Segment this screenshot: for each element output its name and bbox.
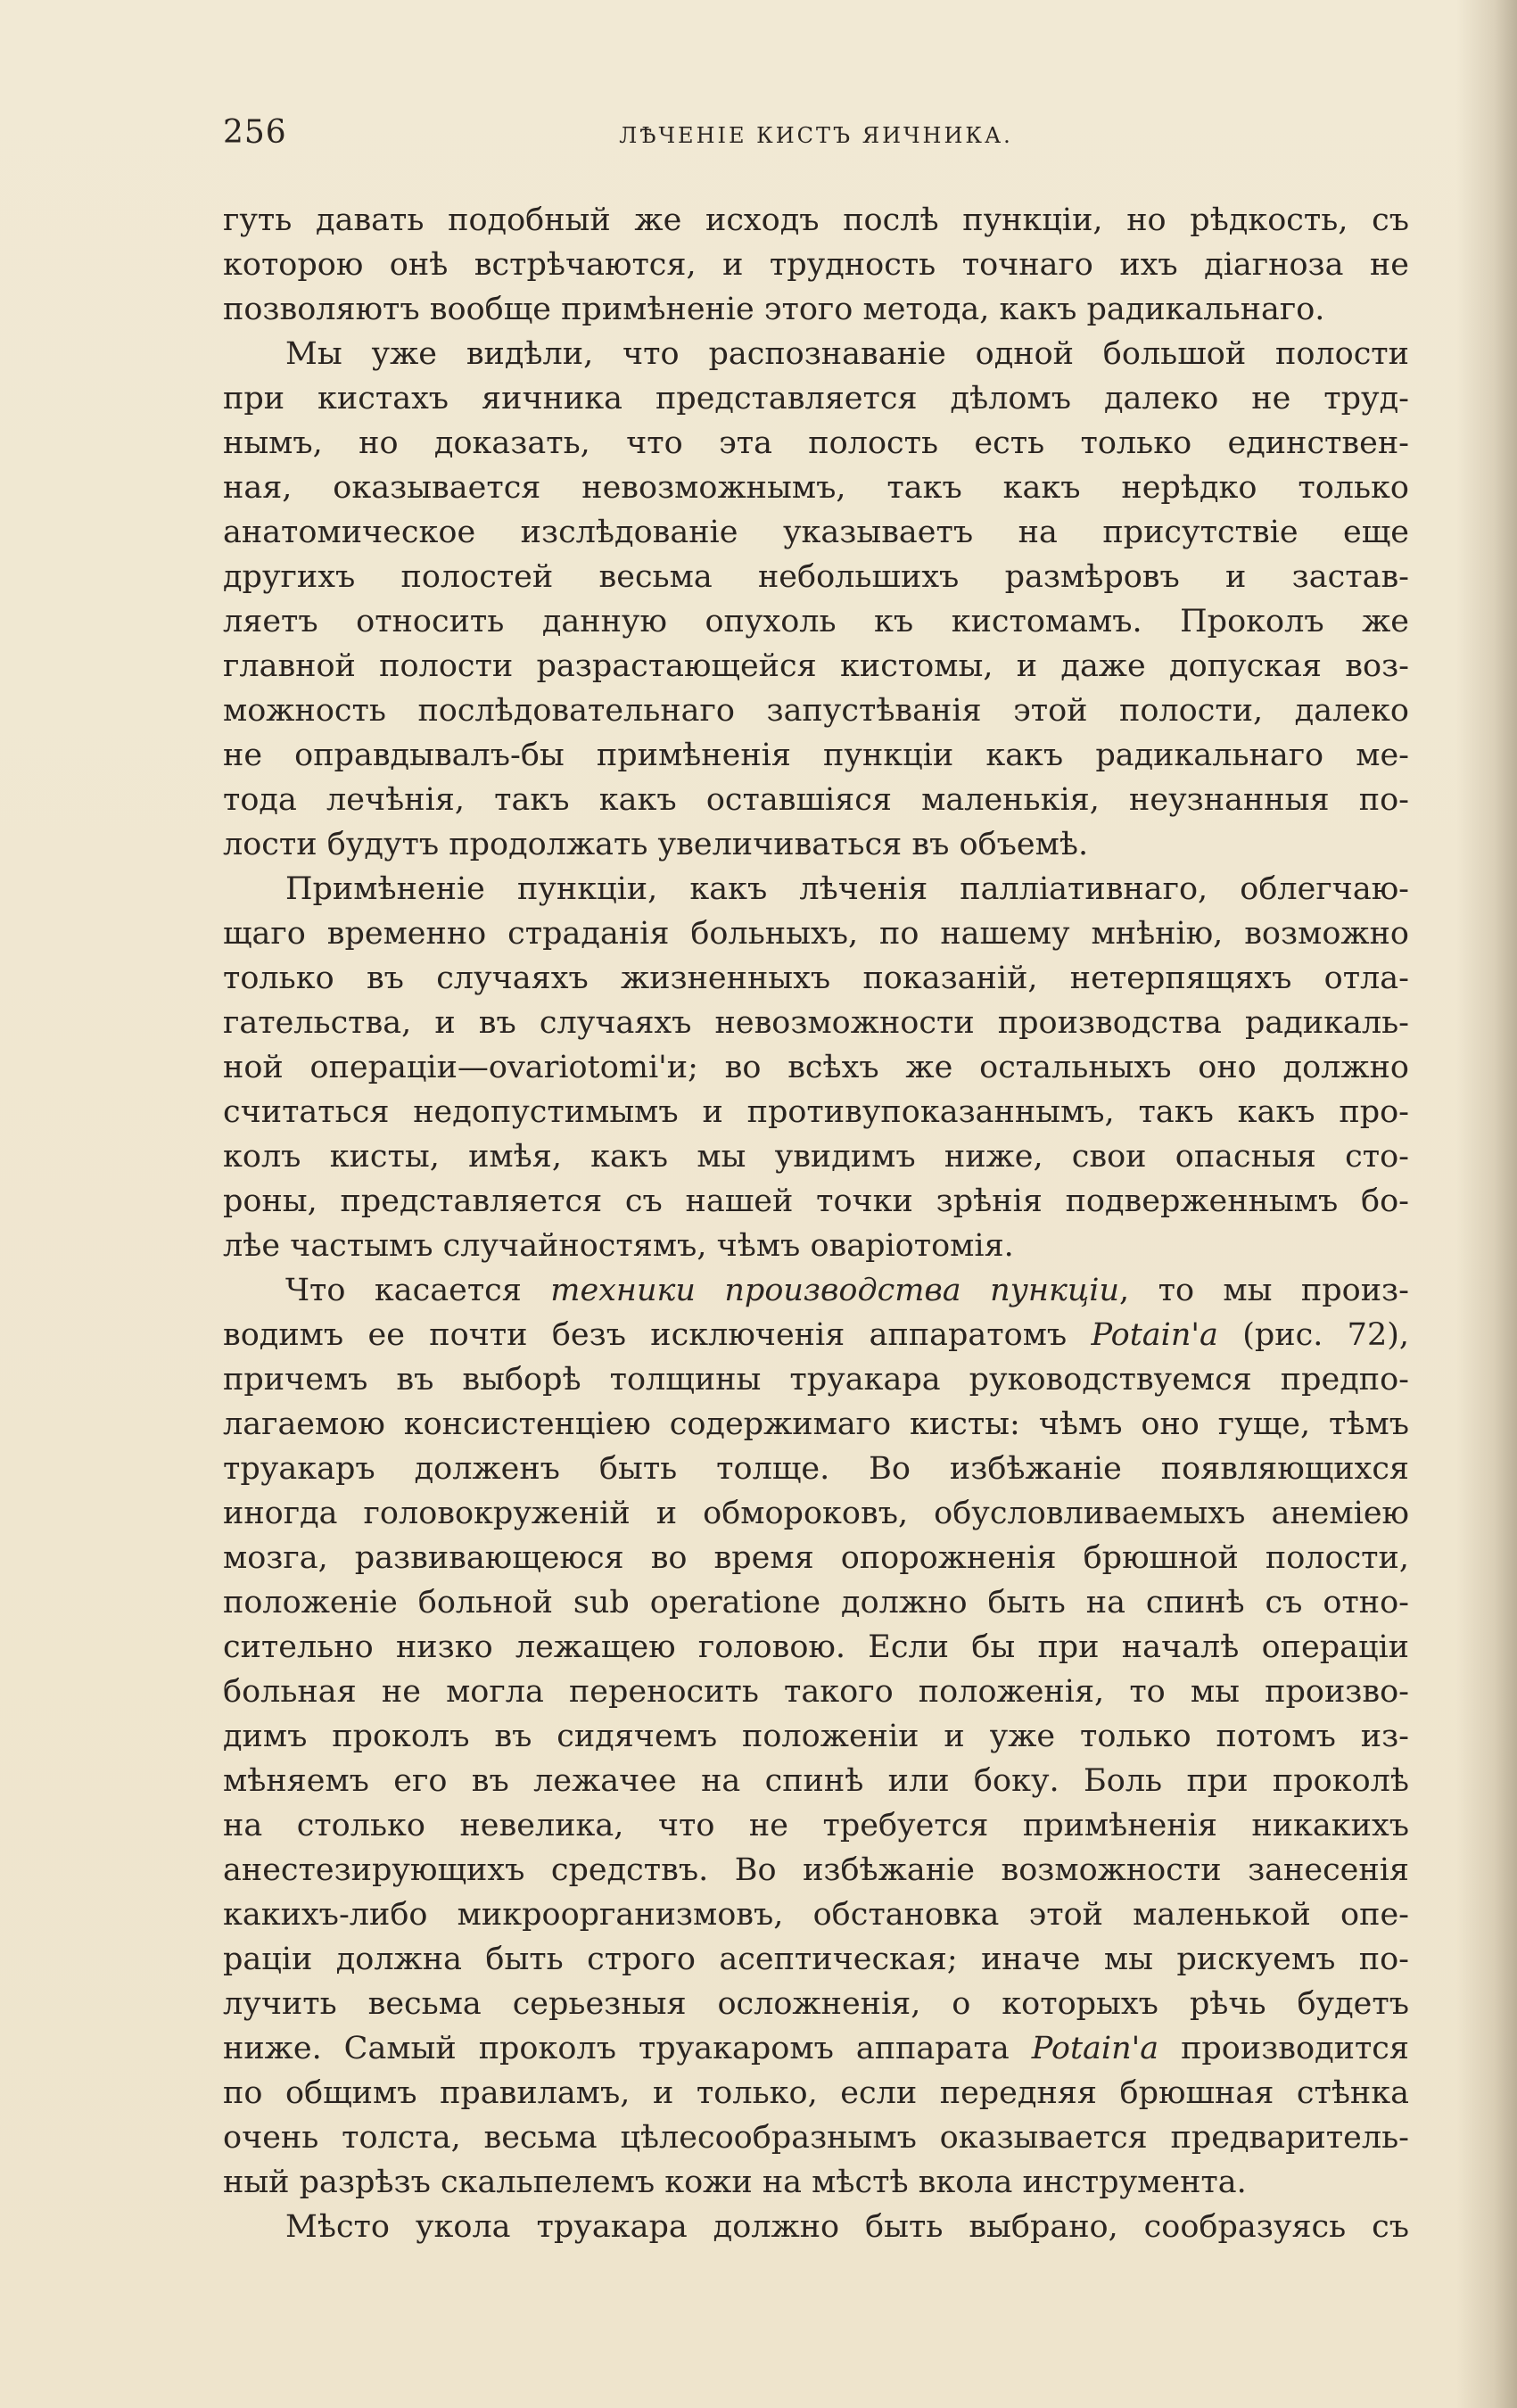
text-line: не оправдывалъ-бы примѣненія пункціи какъ радикальнаго ме- bbox=[223, 738, 1409, 773]
text-line: лагаемою консистенціею содержимаго кисты: чѣмъ оно гуще, тѣмъ bbox=[223, 1406, 1409, 1442]
text-line: Мѣсто укола труакара должно быть выбрано, сообразуясь съ bbox=[285, 2209, 1409, 2245]
text-line: ниже. Самый проколъ труакаромъ аппарата Potain'а производится bbox=[223, 2031, 1409, 2066]
text-line: можность послѣдовательнаго запустѣванія этой полости, далеко bbox=[223, 693, 1409, 729]
text-line: ной операціи—ovariotomi'и; во всѣхъ же остальныхъ оно должно bbox=[223, 1050, 1409, 1085]
text-line: главной полости разрастающейся кистомы, и даже допуская воз- bbox=[223, 648, 1409, 684]
text-line: гуть давать подобный же исходъ послѣ пункціи, но рѣдкость, съ bbox=[223, 202, 1409, 238]
text-line: тода лечѣнія, такъ какъ оставшіяся маленькія, неузнанныя по- bbox=[223, 782, 1409, 818]
text-line: очень толста, весьма цѣлесообразнымъ оказывается предваритель- bbox=[223, 2120, 1409, 2156]
text-line: димъ проколъ въ сидячемъ положеніи и уже только потомъ из- bbox=[223, 1719, 1409, 1754]
page-number: 256 bbox=[223, 114, 287, 151]
text-line: колъ кисты, имѣя, какъ мы увидимъ ниже, свои опасныя сто- bbox=[223, 1139, 1409, 1175]
running-head bbox=[223, 114, 1409, 159]
text-line: мозга, развивающеюся во время опорожненія брюшной полости, bbox=[223, 1540, 1409, 1576]
text-line: мѣняемъ его въ лежачее на спинѣ или боку. Боль при проколѣ bbox=[223, 1763, 1409, 1799]
text-line: ная, оказывается невозможнымъ, такъ какъ нерѣдко только bbox=[223, 470, 1409, 506]
text-line: Что касается техники производства пункціи, то мы произ- bbox=[285, 1273, 1409, 1308]
text-line: больная не могла переносить такого положенія, то мы произво- bbox=[223, 1674, 1409, 1710]
text-line: причемъ въ выборѣ толщины труакара руководствуемся предпо- bbox=[223, 1362, 1409, 1398]
text-line: лости будутъ продолжать увеличиваться въ объемѣ. bbox=[223, 827, 1089, 862]
text-line: иногда головокруженій и обмороковъ, обусловливаемыхъ анеміею bbox=[223, 1496, 1409, 1531]
text-line: лѣе частымъ случайностямъ, чѣмъ оваріотомія. bbox=[223, 1228, 1014, 1264]
text-line: водимъ ее почти безъ исключенія аппаратомъ Potain'а (рис. 72), bbox=[223, 1317, 1409, 1353]
text-line: Примѣненіе пункціи, какъ лѣченія палліативнаго, облегчаю- bbox=[285, 871, 1409, 907]
text-line: положеніе больной sub operatione должно быть на спинѣ съ отно- bbox=[223, 1585, 1409, 1620]
text-line: анатомическое изслѣдованіе указываетъ на присутствіе еще bbox=[223, 515, 1409, 550]
text-line: щаго временно страданія больныхъ, по нашему мнѣнію, возможно bbox=[223, 916, 1409, 952]
body-text bbox=[223, 198, 1409, 2249]
text-line: роны, представляется съ нашей точки зрѣнія подверженнымъ бо- bbox=[223, 1183, 1409, 1219]
text-line: ный разрѣзъ скальпелемъ кожи на мѣстѣ вкола инструмента. bbox=[223, 2165, 1247, 2200]
text-line: при кистахъ яичника представляется дѣломъ далеко не труд- bbox=[223, 381, 1409, 416]
text-line: которою онѣ встрѣчаются, и трудность точнаго ихъ діагноза не bbox=[223, 247, 1409, 283]
text-line: анестезирующихъ средствъ. Во избѣжаніе возможности занесенія bbox=[223, 1852, 1409, 1888]
text-line: другихъ полостей весьма небольшихъ размѣровъ и застав- bbox=[223, 559, 1409, 595]
text-line: труакаръ долженъ быть толще. Во избѣжаніе появляющихся bbox=[223, 1451, 1409, 1487]
text-line: гательства, и въ случаяхъ невозможности производства радикаль- bbox=[223, 1005, 1409, 1041]
running-title: ЛѢЧЕНІЕ КИСТЪ ЯИЧНИКА. bbox=[619, 123, 1013, 148]
text-line: нымъ, но доказать, что эта полость есть только единствен- bbox=[223, 425, 1409, 461]
italic-term: Potain'а bbox=[1031, 2031, 1159, 2066]
italic-term: Potain'а bbox=[1091, 1317, 1218, 1353]
text-line: на столько невелика, что не требуется примѣненія никакихъ bbox=[223, 1808, 1409, 1843]
text-line: ляетъ относить данную опухоль къ кистомамъ. Проколъ же bbox=[223, 604, 1409, 639]
text-line: раціи должна быть строго асептическая; иначе мы рискуемъ по- bbox=[223, 1942, 1409, 1977]
text-line: по общимъ правиламъ, и только, если передняя брюшная стѣнка bbox=[223, 2075, 1409, 2111]
text-line: позволяютъ вообще примѣненіе этого метода, какъ радикальнаго. bbox=[223, 292, 1325, 327]
text-line: считаться недопустимымъ и противупоказаннымъ, такъ какъ про- bbox=[223, 1094, 1409, 1130]
italic-term: техники производства пункціи bbox=[550, 1273, 1120, 1308]
text-line: только въ случаяхъ жизненныхъ показаній, нетерпящяхъ отла- bbox=[223, 961, 1409, 996]
text-line: сительно низко лежащею головою. Если бы при началѣ операціи bbox=[223, 1629, 1409, 1665]
text-line: Мы уже видѣли, что распознаваніе одной большой полости bbox=[285, 336, 1409, 372]
text-line: лучить весьма серьезныя осложненія, о которыхъ рѣчь будетъ bbox=[223, 1986, 1409, 2022]
text-line: какихъ-либо микроорганизмовъ, обстановка этой маленькой опе- bbox=[223, 1897, 1409, 1933]
